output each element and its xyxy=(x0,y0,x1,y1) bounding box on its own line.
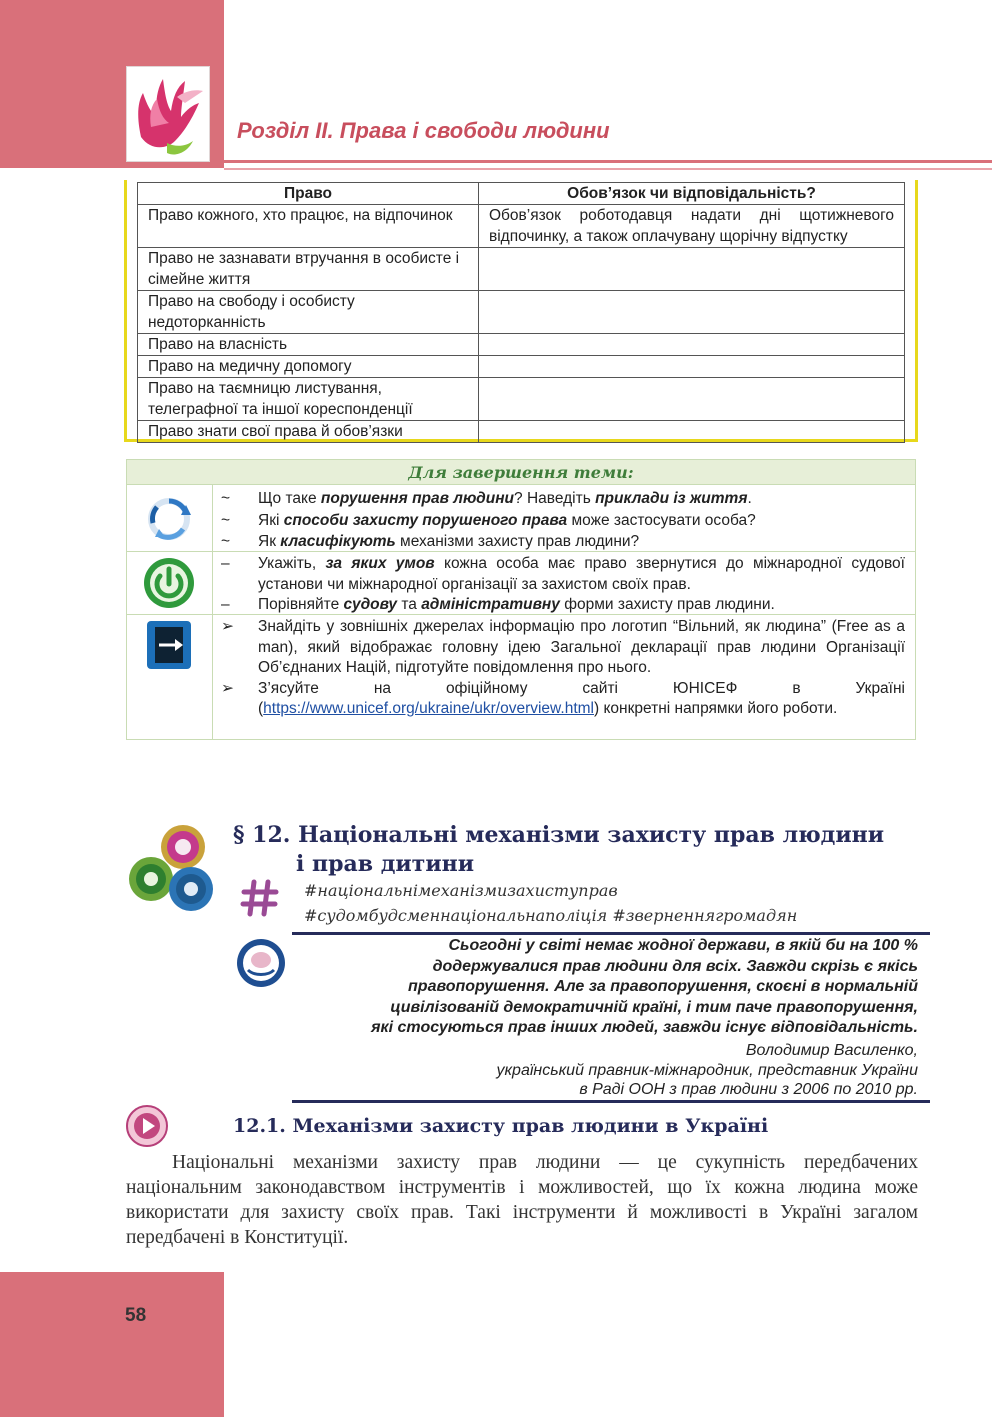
duty-cell[interactable] xyxy=(479,291,905,334)
duty-cell[interactable] xyxy=(479,378,905,421)
table-row xyxy=(138,334,905,356)
quote-rule-top xyxy=(292,932,930,935)
bullet-marker: ➢ xyxy=(221,618,234,635)
bullet-marker: ~ xyxy=(221,512,231,529)
play-icon xyxy=(125,1104,169,1148)
unicef-link[interactable]: https://www.unicef.org/ukraine/ukr/overview.html xyxy=(263,700,594,717)
table-row xyxy=(138,248,905,291)
table-row xyxy=(138,378,905,421)
right-cell: Право на медичну допомогу xyxy=(138,356,479,378)
duty-cell[interactable] xyxy=(479,334,905,356)
quote-rule-bottom xyxy=(292,1100,930,1103)
right-cell: Право знати свої права й обов’язки xyxy=(138,421,479,443)
bullet-marker: – xyxy=(221,555,230,572)
duty-cell: Обов’язок роботодавця надати дні щотижневого відпочинку, а також оплачувану щорічну відпустку xyxy=(479,205,905,248)
right-cell: Право на свободу і особисту недоторканність xyxy=(138,291,479,334)
duty-cell[interactable] xyxy=(479,421,905,443)
rights-duties-table xyxy=(137,182,905,443)
section-title: § 12. Національні механізми захисту прав людини і прав дитини xyxy=(233,822,885,877)
question-item: Як класифікують механізми захисту прав людини? xyxy=(258,533,640,550)
quote-author: Володимир Василенко, український правник-міжнародник, представник України в Раді ООН з прав людини з 2006 по 2010 рр. xyxy=(496,1042,918,1098)
duty-cell[interactable] xyxy=(479,356,905,378)
question-item-line: З’ясуйте на офіційному сайті ЮНІСЕФ в Україні xyxy=(258,680,905,697)
right-cell: Право на таємницю листування, телеграфної та іншої кореспонденції xyxy=(138,378,479,421)
power-icon xyxy=(127,552,211,614)
bullet-marker: ~ xyxy=(221,490,231,507)
column-divider xyxy=(212,485,213,739)
completion-title: Для завершення теми: xyxy=(127,460,915,485)
chapter-logo xyxy=(126,66,210,162)
question-item: Знайдіть у зовнішніх джерелах інформацію про логотип “Вільний, як людина” (Free as a man), який відображає головну ідею Загальної декларації прав людини Організації Об’єднаних Націй, підготуйте повідомлення про нього. xyxy=(258,618,905,676)
table-row xyxy=(138,205,905,248)
bullet-marker: ~ xyxy=(221,533,231,550)
table-row xyxy=(138,421,905,443)
exit-door-icon xyxy=(127,615,211,675)
table-row xyxy=(138,291,905,334)
question-item: (https://www.unicef.org/ukraine/ukr/overview.html) конкретні напрямки його роботи. xyxy=(258,700,838,717)
column-header: Право xyxy=(138,183,479,205)
header-rule xyxy=(224,160,992,163)
header-rule-light xyxy=(224,168,992,170)
hashtags: #національнімеханізмизахиступрав #судомбудсменнаціональнаполіція #зверненнягромадян xyxy=(304,881,798,925)
right-cell: Право на власність xyxy=(138,334,479,356)
right-cell: Право кожного, хто працює, на відпочинок xyxy=(138,205,479,248)
question-item: Укажіть, за яких умов кожна особа має право звернутися до міжнародної судової установи чи міжнародної організації за захистом своїх прав. xyxy=(258,555,905,593)
chapter-title: Розділ ІІ. Права і свободи людини xyxy=(237,118,610,143)
table-row xyxy=(138,356,905,378)
question-item: Що таке порушення прав людини? Наведіть приклади із життя. xyxy=(258,490,752,507)
bullet-marker: – xyxy=(221,596,230,613)
epigraph-quote: Сьогодні у світі немає жодної держави, в якій би на 100 % додержувалися прав людини для всіх. Завжди скрізь є якісь правопорушення. Але за правопорушення, скоєні в нормальній цивілізованій демократичній країні, і тим паче правопорушення, які стосуються прав інших людей, завжди існує відповідальність. xyxy=(371,937,918,1036)
bullet-marker: ➢ xyxy=(221,680,234,697)
hands-bird-icon xyxy=(127,67,209,161)
page-number: 58 xyxy=(125,1305,147,1326)
question-item: Порівняйте судову та адміністративну форми захисту прав людини. xyxy=(258,596,775,613)
subsection-title: 12.1. Механізми захисту прав людини в Україні xyxy=(233,1115,769,1137)
right-cell: Право не зазнавати втручання в особисте і сімейне життя xyxy=(138,248,479,291)
gears-icon xyxy=(125,823,219,917)
column-header: Обов’язок чи відповідальність? xyxy=(479,183,905,205)
body-paragraph: Національні механізми захисту прав людини — це сукупність передбачених національним законодавством інструментів і можливостей, що їх кожна людина може використати для захисту своїх прав. Такі інструменти й можливості в Україні загалом передбачені в Конституції. xyxy=(126,1152,918,1248)
bottom-margin-band xyxy=(0,1272,224,1417)
question-item: Які способи захисту порушеного права може застосувати особа? xyxy=(258,512,756,529)
duty-cell[interactable] xyxy=(479,248,905,291)
recycle-arrows-icon xyxy=(127,486,211,551)
table-header-row xyxy=(138,183,905,205)
brain-hands-icon xyxy=(236,938,286,988)
hashtag-icon xyxy=(240,878,280,918)
